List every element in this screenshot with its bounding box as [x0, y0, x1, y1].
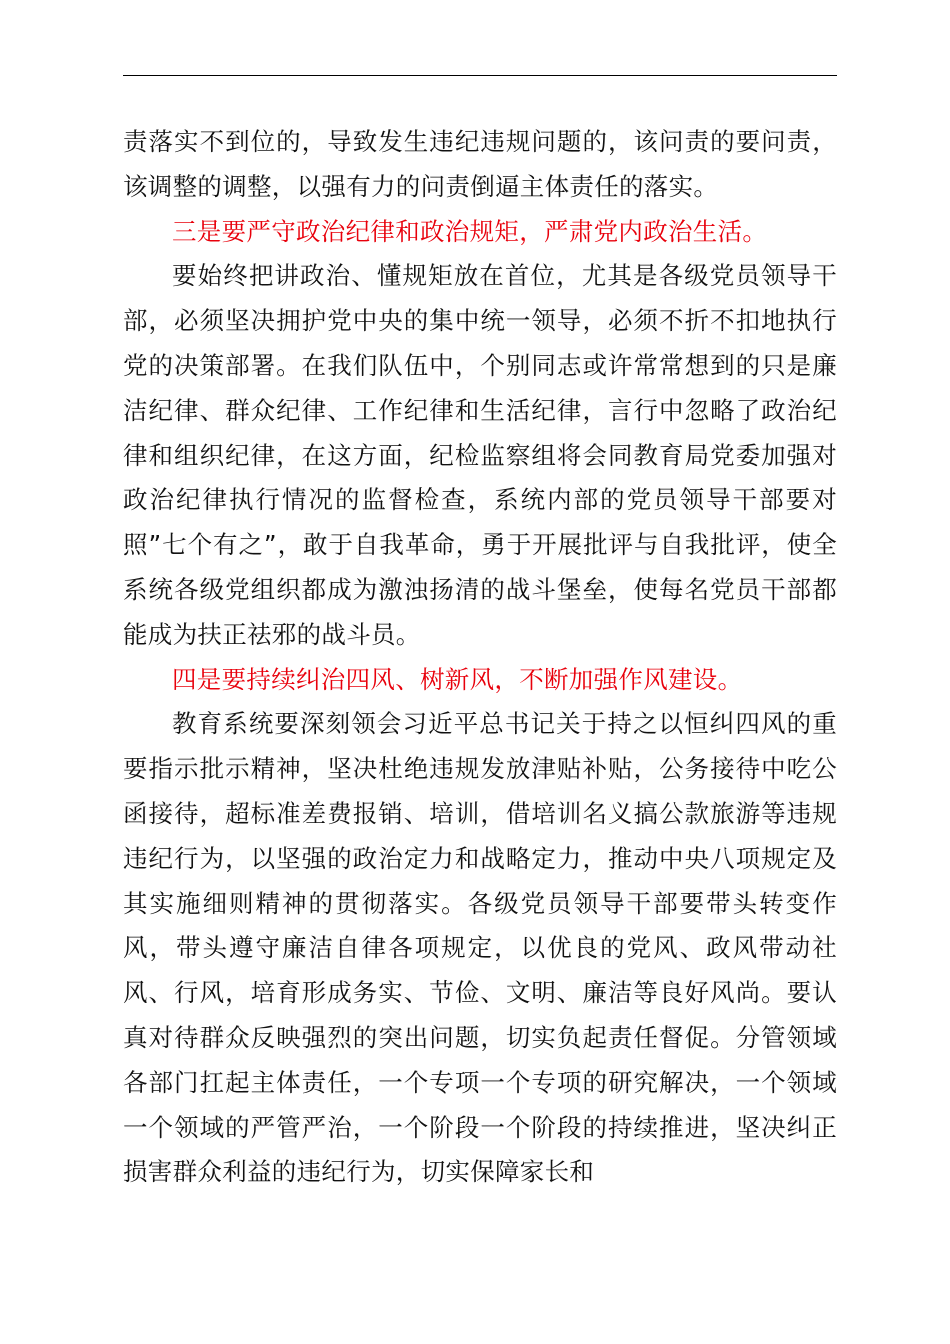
paragraph-political-discipline: 要始终把讲政治、懂规矩放在首位，尤其是各级党员领导干部，必须坚决拥护党中央的集中统一领导，必须不折不扣地执行党的决策部署。在我们队伍中，个别同志或许常常想到的只是廉洁纪律、群众纪律、工作纪律和生活纪律，言行中忽略了政治纪律和组织纪律，在这方面，纪检监察组将会同教育局党委加强对政治纪律执行情况的监督检查，系统内部的党员领导干部要对照”七个有之”，敢于自我革命，勇于开展批评与自我批评，使全系统各级党组织都成为激浊扬清的战斗堡垒，使每名党员干部都能成为扶正祛邪的战斗员。 [123, 261, 837, 649]
paragraph-accountability-continued: 责落实不到位的，导致发生违纪违规问题的，该问责的要问责，该调整的调整，以强有力的问责倒逼主体责任的落实。 [123, 127, 837, 201]
paragraph-work-style: 教育系统要深刻领会习近平总书记关于持之以恒纠四风的重要指示批示精神，坚决杜绝违规发放津贴补贴，公务接待中吃公函接待，超标准差费报销、培训，借培训名义搞公款旅游等违规违纪行为，以坚强的政治定力和战略定力，推动中央八项规定及其实施细则精神的贯彻落实。各级党员领导干部要带头转变作风，带头遵守廉洁自律各项规定，以优良的党风、政风带动社风、行风，培育形成务实、节俭、文明、廉洁等良好风尚。要认真对待群众反映强烈的突出问题，切实负起责任督促。分管领域各部门扛起主体责任，一个专项一个专项的研究解决，一个领域一个领域的严管严治，一个阶段一个阶段的持续推进，坚决纠正损害群众利益的违纪行为，切实保障家长和 [123, 709, 837, 1187]
section-heading-work-style: 四是要持续纠治四风、树新风，不断加强作风建设。 [172, 664, 743, 694]
section-heading-political-discipline: 三是要严守政治纪律和政治规矩，严肃党内政治生活。 [172, 216, 768, 246]
header-rule [123, 75, 837, 76]
document-body [123, 120, 837, 1195]
